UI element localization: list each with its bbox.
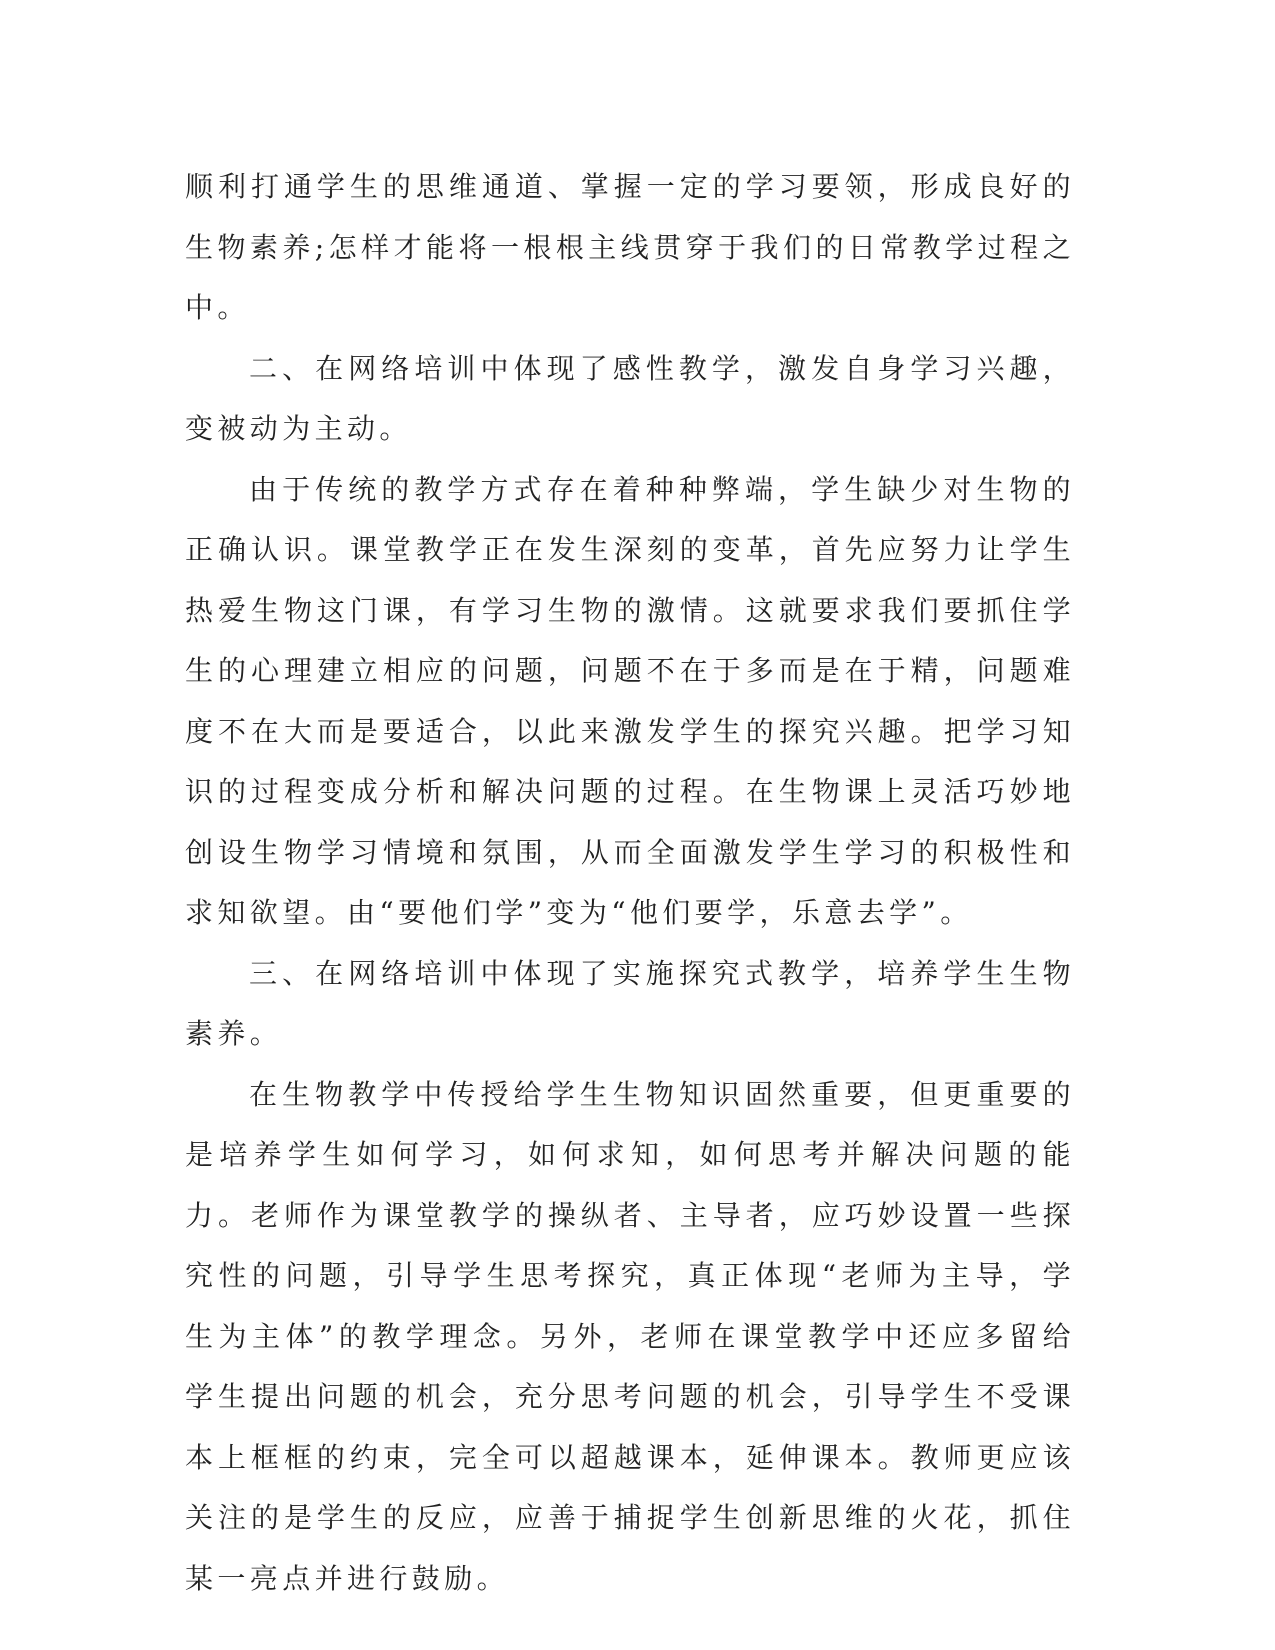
- document-body: [185, 157, 1075, 1609]
- paragraph-continuation: 顺利打通学生的思维通道、掌握一定的学习要领，形成良好的生物素养;怎样才能将一根根主线贯穿于我们的日常教学过程之中。: [185, 170, 1075, 324]
- section-heading-3: 三、在网络培训中体现了实施探究式教学，培养学生生物素养。: [185, 956, 1075, 1050]
- paragraph-body: 在生物教学中传授给学生生物知识固然重要，但更重要的是培养学生如何学习，如何求知，如何思考并解决问题的能力。老师作为课堂教学的操纵者、主导者，应巧妙设置一些探究性的问题，引导学生思考探究，真正体现“老师为主导，学生为主体”的教学理念。另外，老师在课堂教学中还应多留给学生提出问题的机会，充分思考问题的机会，引导学生不受课本上框框的约束，完全可以超越课本，延伸课本。教师更应该关注的是学生的反应，应善于捕捉学生创新思维的火花，抓住某一亮点并进行鼓励。: [185, 1077, 1075, 1595]
- section-heading-2: 二、在网络培训中体现了感性教学，激发自身学习兴趣，变被动为主动。: [185, 351, 1075, 445]
- paragraph-body: 由于传统的教学方式存在着种种弊端，学生缺少对生物的正确认识。课堂教学正在发生深刻的变革，首先应努力让学生热爱生物这门课，有学习生物的激情。这就要求我们要抓住学生的心理建立相应的问题，问题不在于多而是在于精，问题难度不在大而是要适合，以此来激发学生的探究兴趣。把学习知识的过程变成分析和解决问题的过程。在生物课上灵活巧妙地创设生物学习情境和氛围，从而全面激发学生学习的积极性和求知欲望。由“要他们学”变为“他们要学，乐意去学”。: [185, 472, 1075, 929]
